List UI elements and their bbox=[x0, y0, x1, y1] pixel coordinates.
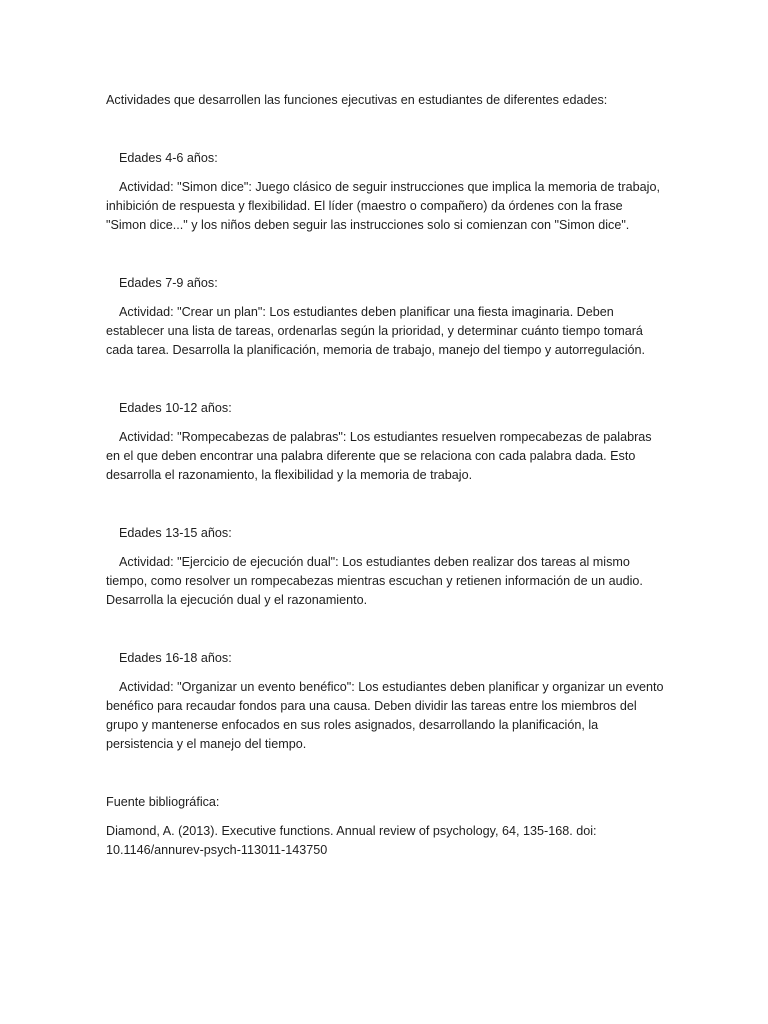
section-ages-7-9 bbox=[106, 274, 666, 360]
age-heading: Edades 7-9 años: bbox=[119, 276, 218, 290]
section-ages-13-15 bbox=[106, 524, 666, 610]
bibliographic-reference: Diamond, A. (2013). Executive functions. Annual review of psychology, 64, 135-168. doi: 10.1146/annurev-psych-113011-143750 bbox=[106, 824, 597, 857]
activity-paragraph: Actividad: "Crear un plan": Los estudiantes deben planificar una fiesta imaginaria. Deben establecer una lista de tareas, ordenarlas según la prioridad, y determinar cuánto tiempo tomará cada tarea. Desarrolla la planificación, memoria de trabajo, manejo del tiempo y autorregulación. bbox=[106, 305, 646, 357]
activity-paragraph: Actividad: "Organizar un evento benéfico": Los estudiantes deben planificar y organizar un evento benéfico para recaudar fondos para una causa. Deben dividir las tareas entre los miembros del grupo y mantenerse enfocados en sus roles asignados, desarrollando la planificación, la persistencia y el manejo del tiempo. bbox=[106, 680, 664, 751]
age-heading: Edades 10-12 años: bbox=[119, 401, 232, 415]
activity-paragraph: Actividad: "Simon dice": Juego clásico de seguir instrucciones que implica la memoria de trabajo, inhibición de respuesta y flexibilidad. El líder (maestro o compañero) da órdenes con la frase "Simon dice..." y los niños deben seguir las instrucciones solo si comienzan con "Simon dice". bbox=[106, 180, 660, 232]
document-body bbox=[106, 91, 666, 860]
age-heading: Edades 13-15 años: bbox=[119, 526, 232, 540]
activity-paragraph: Actividad: "Rompecabezas de palabras": Los estudiantes resuelven rompecabezas de palabras en el que deben encontrar una palabra diferente que se relaciona con cada palabra dada. Esto desarrolla el razonamiento, la flexibilidad y la memoria de trabajo. bbox=[106, 430, 652, 482]
age-heading: Edades 16-18 años: bbox=[119, 651, 232, 665]
section-ages-4-6 bbox=[106, 149, 666, 235]
document-intro: Actividades que desarrollen las funciones ejecutivas en estudiantes de diferentes edades: bbox=[106, 93, 608, 107]
source-label: Fuente bibliográfica: bbox=[106, 795, 220, 809]
section-ages-16-18 bbox=[106, 649, 666, 754]
activity-paragraph: Actividad: "Ejercicio de ejecución dual": Los estudiantes deben realizar dos tareas al mismo tiempo, como resolver un rompecabezas mientras escuchan y retienen información de un audio. Desarrolla la ejecución dual y el razonamiento. bbox=[106, 555, 643, 607]
section-ages-10-12 bbox=[106, 399, 666, 485]
age-heading: Edades 4-6 años: bbox=[119, 151, 218, 165]
